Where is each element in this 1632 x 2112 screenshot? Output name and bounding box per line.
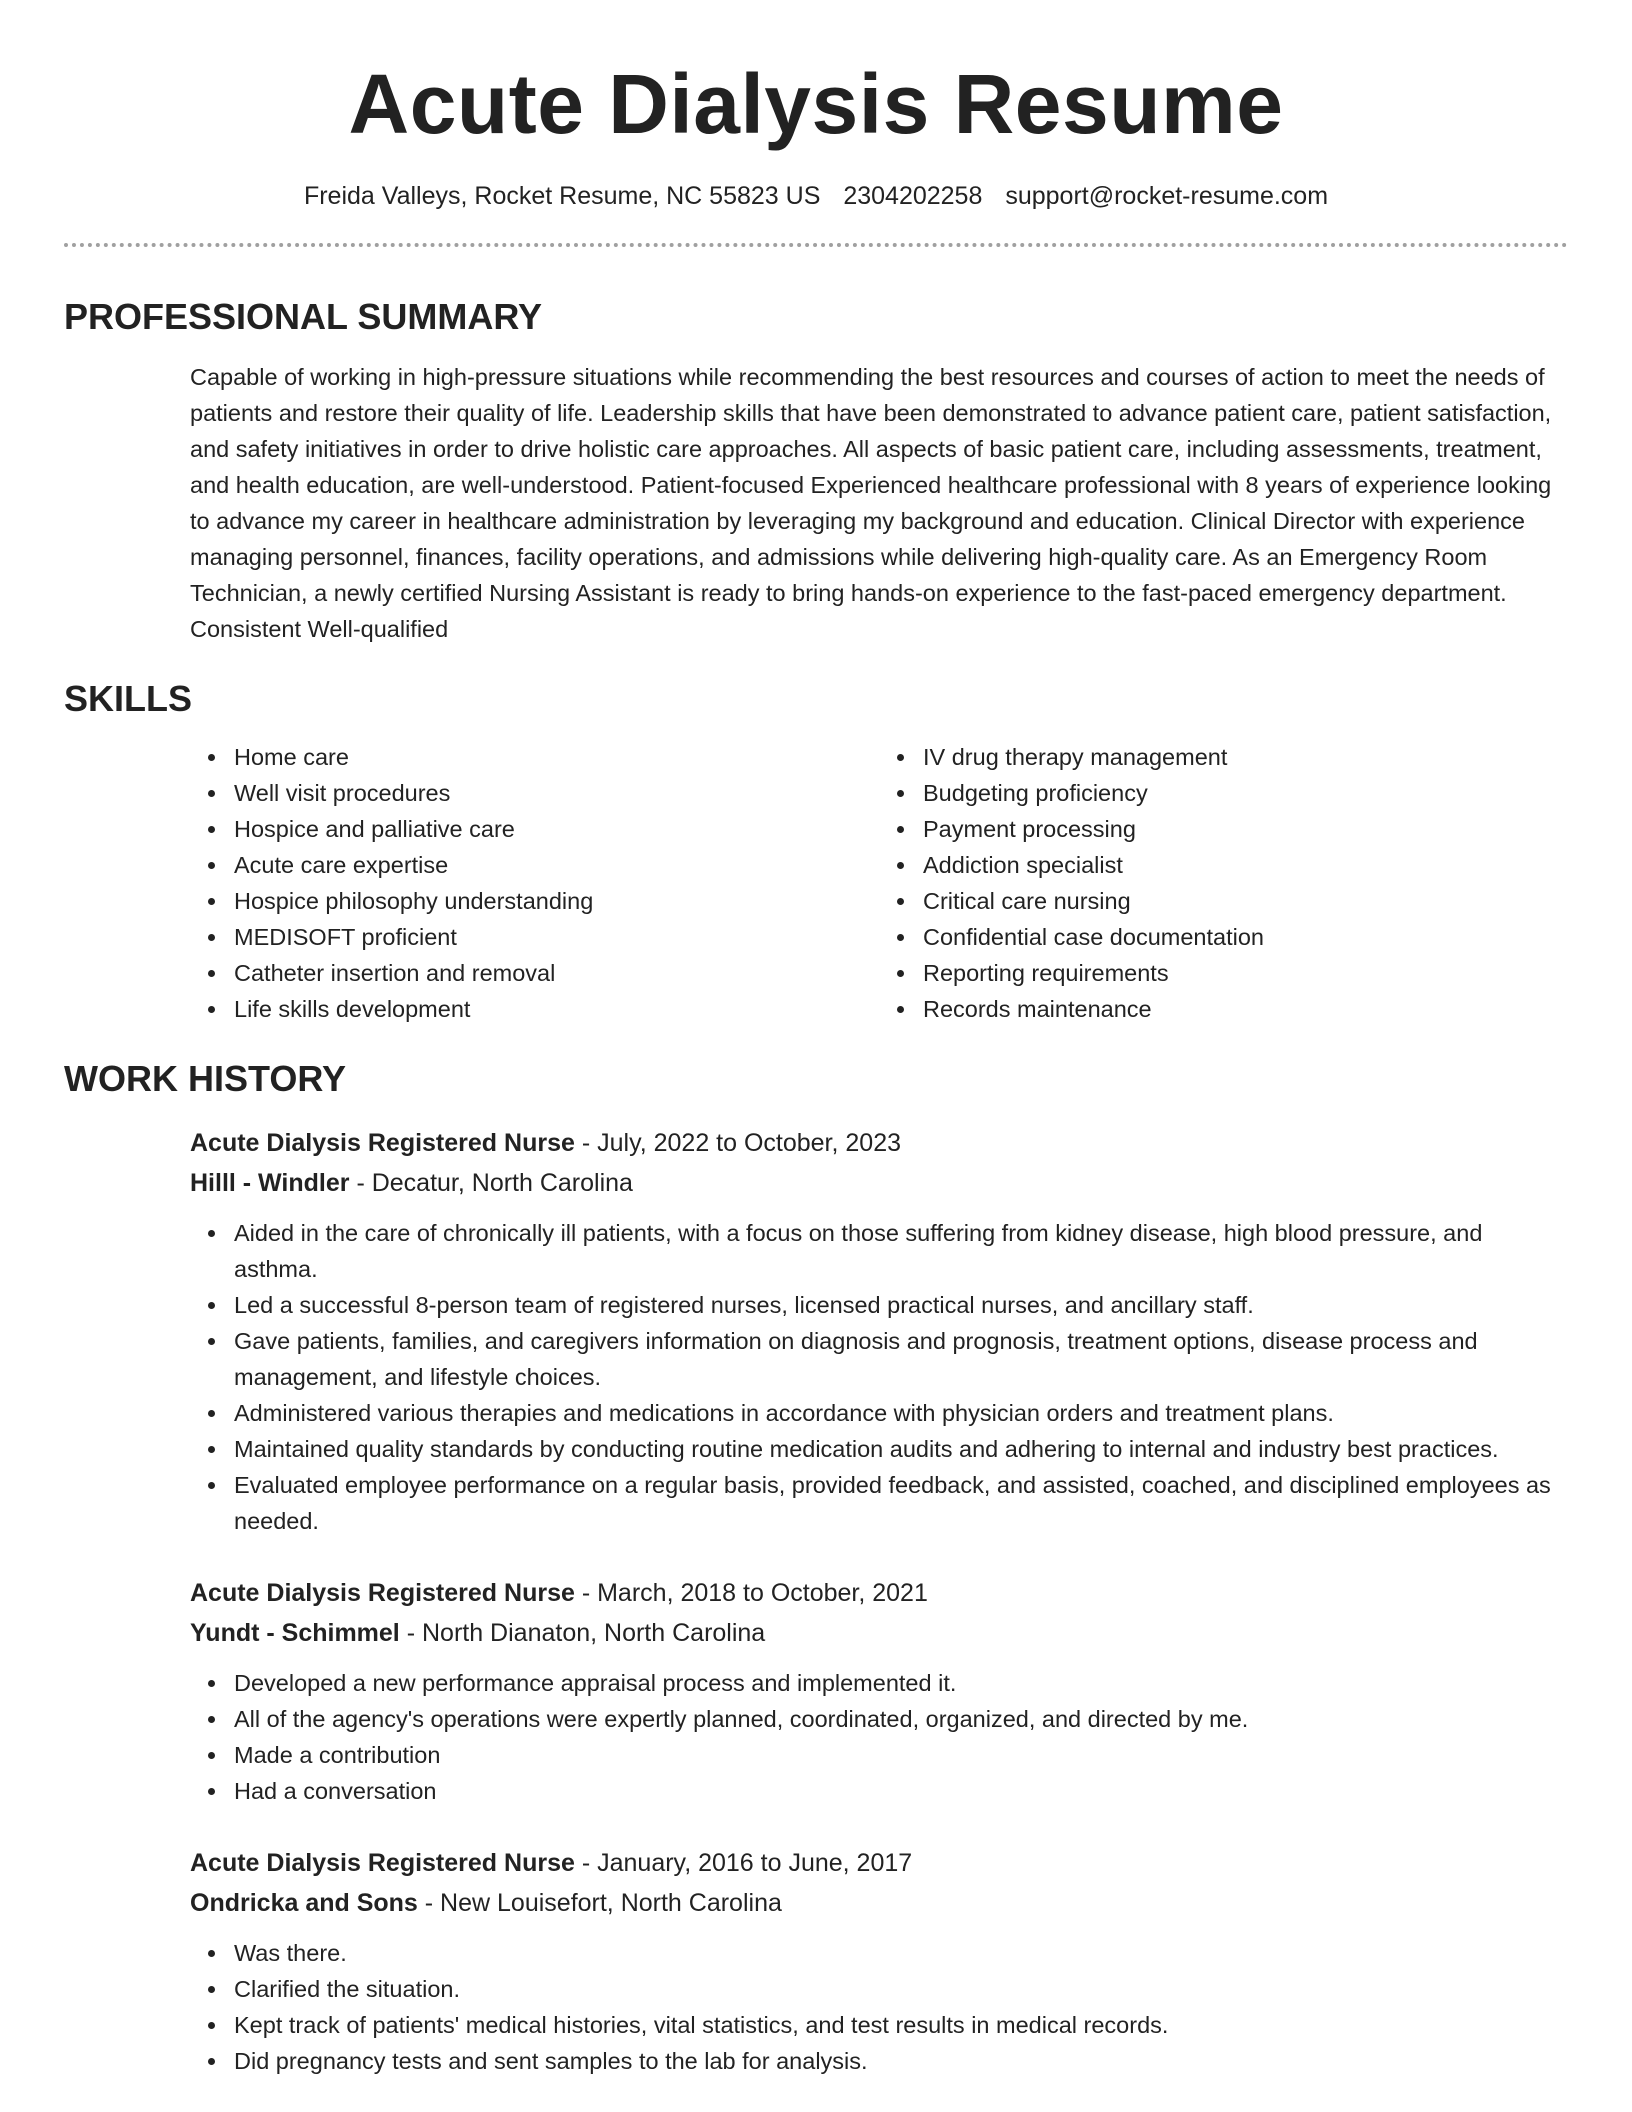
- job-bullet: All of the agency's operations were expertly planned, coordinated, organized, and directed by me.: [234, 1701, 1568, 1737]
- job-bullet: Evaluated employee performance on a regular basis, provided feedback, and assisted, coached, and disciplined employees as needed.: [234, 1467, 1568, 1539]
- skill-item: Catheter insertion and removal: [234, 955, 879, 991]
- skill-item: Life skills development: [234, 991, 879, 1027]
- contact-line: [64, 184, 1568, 209]
- job-bullet: Developed a new performance appraisal process and implemented it.: [234, 1665, 1568, 1701]
- job-bullet: Had a conversation: [234, 1773, 1568, 1809]
- skill-item: Hospice philosophy understanding: [234, 883, 879, 919]
- job-dates: - January, 2016 to June, 2017: [574, 1849, 913, 1877]
- skill-item: Records maintenance: [923, 991, 1568, 1027]
- skill-item: Confidential case documentation: [923, 919, 1568, 955]
- job-location: - New Louisefort, North Carolina: [417, 1889, 782, 1917]
- skills-column-left: [190, 739, 879, 1027]
- job-role: Acute Dialysis Registered Nurse: [190, 1579, 575, 1607]
- skill-item: Hospice and palliative care: [234, 811, 879, 847]
- contact-email: support@rocket-resume.com: [1005, 182, 1329, 210]
- job-bullets: [190, 1935, 1568, 2079]
- job-bullet: Maintained quality standards by conducting routine medication audits and adhering to internal and industry best practices.: [234, 1431, 1568, 1467]
- job-company-line: [190, 1163, 1568, 1203]
- job-company-line: [190, 1883, 1568, 1923]
- skill-item: Addiction specialist: [923, 847, 1568, 883]
- job-title-line: [190, 1573, 1568, 1613]
- job-bullets: [190, 1665, 1568, 1809]
- job-role: Acute Dialysis Registered Nurse: [190, 1129, 575, 1157]
- job-entry: [190, 1573, 1568, 1809]
- skill-item: Acute care expertise: [234, 847, 879, 883]
- skill-item: Critical care nursing: [923, 883, 1568, 919]
- job-title-line: [190, 1843, 1568, 1883]
- job-dates: - July, 2022 to October, 2023: [574, 1129, 902, 1157]
- job-company-line: [190, 1613, 1568, 1653]
- job-bullet: Administered various therapies and medications in accordance with physician orders and treatment plans.: [234, 1395, 1568, 1431]
- job-entry: [190, 1843, 1568, 2079]
- summary-text: Capable of working in high-pressure situations while recommending the best resources and courses of action to meet the needs of patients and restore their quality of life. Leadership skills that have been demonstrated to advance patient care, patient satisfaction, and safety initiatives in order to drive holistic care approaches. All aspects of basic patient care, including assessments, treatment, and health education, are well-understood. Patient-focused Experienced healthcare professional with 8 years of experience looking to advance my career in healthcare administration by leveraging my background and education. Clinical Director with experience managing personnel, finances, facility operations, and admissions while delivering high-quality care. As an Emergency Room Technician, a newly certified Nursing Assistant is ready to bring hands-on experience to the fast-paced emergency department. Consistent Well-qualified: [190, 364, 1552, 642]
- resume-title: Acute Dialysis Resume: [348, 57, 1284, 151]
- job-company: Hilll - Windler: [190, 1169, 350, 1197]
- job-bullet: Kept track of patients' medical histories, vital statistics, and test results in medical records.: [234, 2007, 1568, 2043]
- job-location: - Decatur, North Carolina: [349, 1169, 633, 1197]
- job-role: Acute Dialysis Registered Nurse: [190, 1849, 575, 1877]
- job-bullet: Aided in the care of chronically ill patients, with a focus on those suffering from kidney disease, high blood pressure, and asthma.: [234, 1215, 1568, 1287]
- job-bullet: Did pregnancy tests and sent samples to the lab for analysis.: [234, 2043, 1568, 2079]
- work-history-heading: WORK HISTORY: [64, 1058, 347, 1099]
- skill-item: Reporting requirements: [923, 955, 1568, 991]
- skill-item: MEDISOFT proficient: [234, 919, 879, 955]
- summary-heading: PROFESSIONAL SUMMARY: [64, 296, 543, 337]
- skills-list: [190, 739, 1568, 1027]
- skill-item: IV drug therapy management: [923, 739, 1568, 775]
- job-bullet: Was there.: [234, 1935, 1568, 1971]
- skill-item: Well visit procedures: [234, 775, 879, 811]
- job-title-line: [190, 1123, 1568, 1163]
- contact-phone: 2304202258: [843, 182, 983, 210]
- job-company: Ondricka and Sons: [190, 1889, 418, 1917]
- contact-address: Freida Valleys, Rocket Resume, NC 55823 US: [303, 182, 821, 210]
- skills-heading: SKILLS: [64, 678, 193, 719]
- job-company: Yundt - Schimmel: [190, 1619, 400, 1647]
- job-bullet: Gave patients, families, and caregivers information on diagnosis and prognosis, treatment options, disease process and management, and lifestyle choices.: [234, 1323, 1568, 1395]
- job-bullets: [190, 1215, 1568, 1539]
- skills-column-right: [879, 739, 1568, 1027]
- skill-item: Payment processing: [923, 811, 1568, 847]
- job-bullet: Made a contribution: [234, 1737, 1568, 1773]
- job-entry: [190, 1123, 1568, 1539]
- job-dates: - March, 2018 to October, 2021: [574, 1579, 928, 1607]
- job-bullet: Clarified the situation.: [234, 1971, 1568, 2007]
- job-bullet: Led a successful 8-person team of registered nurses, licensed practical nurses, and ancillary staff.: [234, 1287, 1568, 1323]
- skill-item: Budgeting proficiency: [923, 775, 1568, 811]
- skill-item: Home care: [234, 739, 879, 775]
- job-location: - North Dianaton, North Carolina: [399, 1619, 766, 1647]
- header-divider: [64, 243, 1568, 247]
